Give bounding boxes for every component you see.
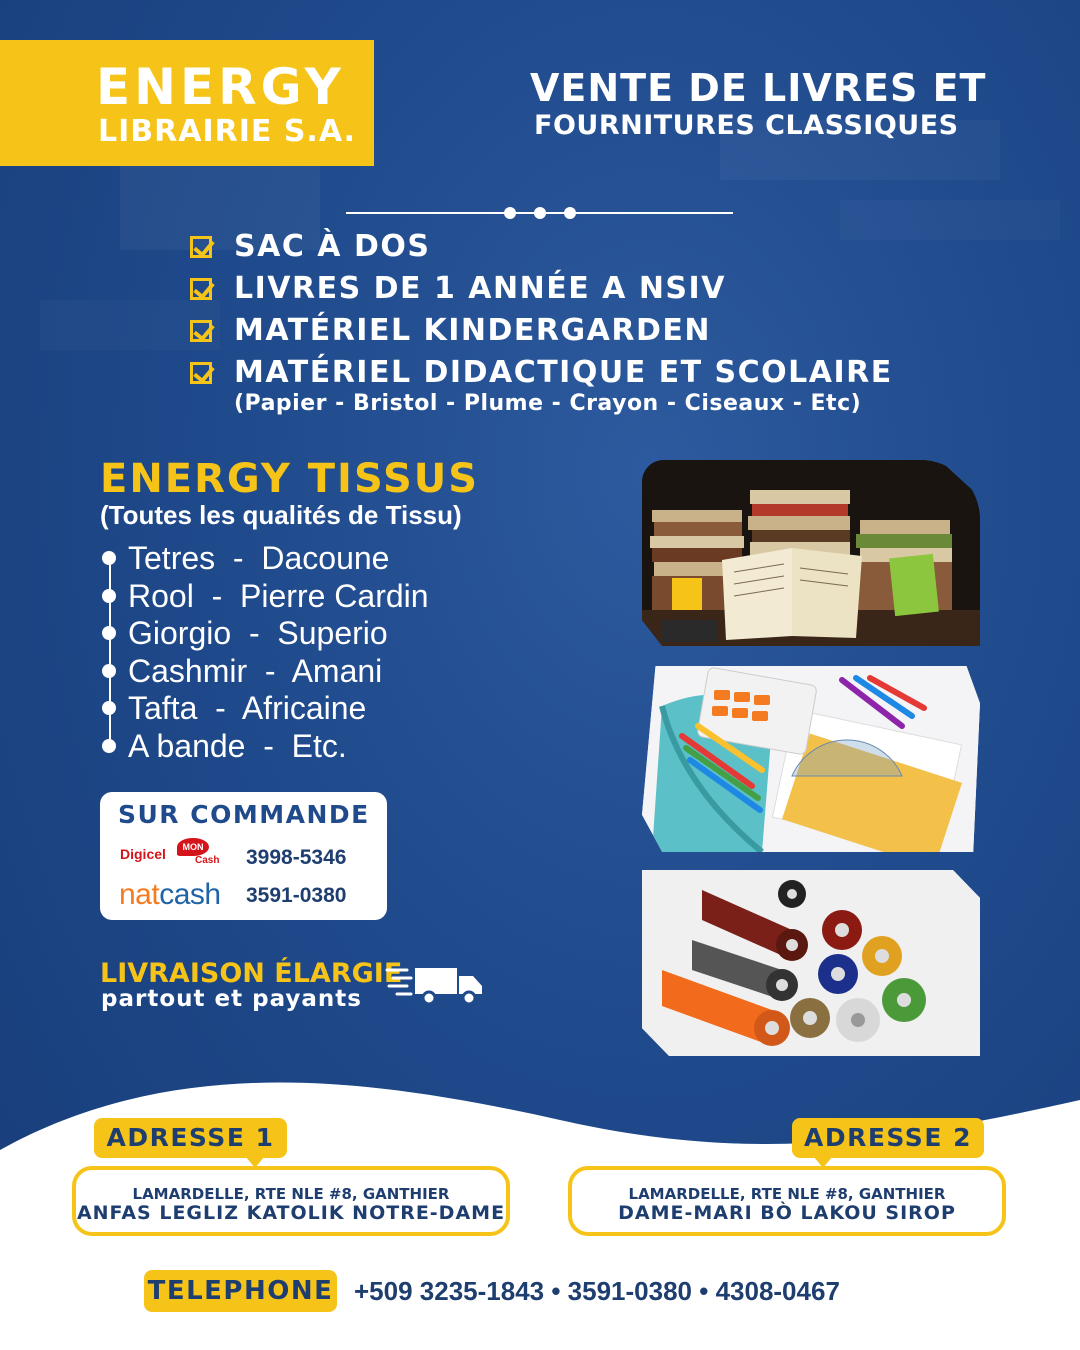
tissus-item: Rool - Pierre Cardin [100,578,429,616]
natcash-logo-a: nat [119,878,160,911]
product-label: MATÉRIEL DIDACTIQUE ET SCOLAIRE [234,355,893,390]
divider-dot [534,207,546,219]
divider-dot [564,207,576,219]
address-2-tag: ADRESSE 2 [792,1118,984,1158]
product-item [190,230,893,264]
digicel-logo: Digicel [120,846,166,862]
telephone-tag: TELEPHONE [144,1270,337,1312]
check-icon [190,362,212,384]
moncash-sub: Cash [195,855,220,866]
natcash-logo-b: cash [159,878,221,911]
moncash-badge: MON [177,838,209,856]
books-illustration [642,460,980,646]
check-icon [190,320,212,342]
tissus-item: Tafta - Africaine [100,690,429,728]
product-list [190,230,893,424]
address-2-line2: DAME-MARI BÒ LAKOU SIROP [618,1202,956,1224]
address-1-box [72,1166,510,1236]
moncash-phone[interactable]: 3998-5346 [246,846,347,869]
school-supplies-photo [642,666,980,852]
check-icon [190,278,212,300]
product-item [190,314,893,348]
product-item [190,272,893,306]
address-1-line1: LAMARDELLE, RTE NLE #8, GANTHIER [132,1185,450,1203]
address-2-line1: LAMARDELLE, RTE NLE #8, GANTHIER [628,1185,946,1203]
tissus-subtitle: (Toutes les qualités de Tissu) [100,500,462,530]
tissus-title: ENERGY TISSUS [100,456,480,502]
tissus-item: Cashmir - Amani [100,653,429,691]
order-title: SUR COMMANDE [118,800,370,829]
divider-dot [504,207,516,219]
tissus-item: Giorgio - Superio [100,615,429,653]
tissus-item: Tetres - Dacoune [100,540,429,578]
headline-line2: FOURNITURES CLASSIQUES [534,110,959,141]
brand-subname: LIBRAIRIE S.A. [98,114,356,149]
telephone-numbers[interactable]: +509 3235-1843 • 3591-0380 • 4308-0467 [354,1276,840,1306]
address-1-line2: ANFAS LEGLIZ KATOLIK NOTRE-DAME [76,1202,506,1224]
tissus-list [100,540,429,765]
brand-name: ENERGY [96,58,345,116]
order-card [100,792,387,920]
headline-line1: VENTE DE LIVRES ET [530,66,987,110]
address-2-box [568,1166,1006,1236]
natcash-phone[interactable]: 3591-0380 [246,884,347,907]
check-icon [190,236,212,258]
delivery-title: LIVRAISON ÉLARGIE [100,958,403,989]
supplies-illustration [642,666,980,852]
fabric-rolls-photo [642,870,980,1056]
product-label: LIVRES DE 1 ANNÉE A NSIV [234,271,726,306]
delivery-subtitle: partout et payants [101,986,362,1012]
fabric-illustration [642,870,980,1056]
tissus-item: A bande - Etc. [100,728,429,766]
books-stack-photo [642,460,980,646]
product-label: MATÉRIEL KINDERGARDEN [234,313,711,348]
product-sublabel: (Papier - Bristol - Plume - Crayon - Ciseaux - Etc) [234,391,862,416]
natcash-logo [119,878,221,912]
truck-icon [385,964,485,1006]
product-item [190,356,893,416]
address-1-tag: ADRESSE 1 [94,1118,287,1158]
product-label: SAC À DOS [234,229,431,264]
moncash-logo [177,838,219,866]
